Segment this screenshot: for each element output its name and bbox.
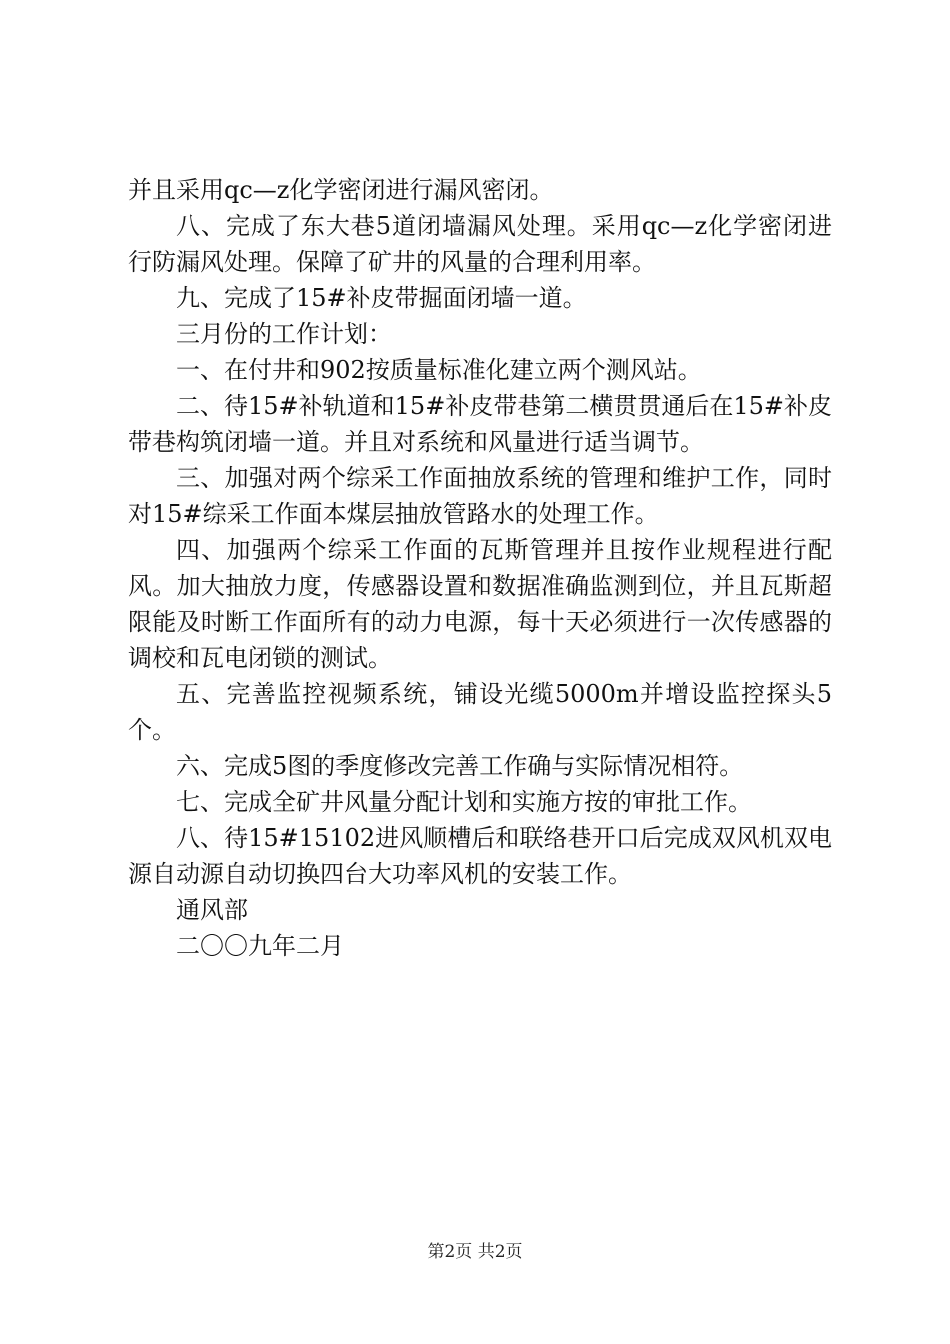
page-number-footer: 第2页 共2页: [427, 1242, 523, 1262]
paragraph: 九、完成了15#补皮带掘面闭墙一道。: [176, 284, 587, 312]
section-heading: 三月份的工作计划：: [176, 320, 392, 348]
paragraph: 八、完成了东大巷5道闭墙漏风处理。采用qc—z化学密闭进行防漏风处理。保障了矿井的风量的合理利用率。: [128, 212, 832, 276]
paragraph: 一、在付井和902按质量标准化建立两个测风站。: [176, 356, 702, 384]
paragraph: 八、待15#15102进风顺槽后和联络巷开口后完成双风机双电源自动源自动切换四台大功率风机的安装工作。: [128, 824, 832, 888]
signature-date: 二〇〇九年二月: [176, 932, 344, 960]
paragraph: 并且采用qc—z化学密闭进行漏风密闭。: [128, 176, 554, 204]
document-body: [128, 172, 832, 964]
paragraph: 二、待15#补轨道和15#补皮带巷第二横贯贯通后在15#补皮带巷构筑闭墙一道。并且对系统和风量进行适当调节。: [128, 392, 832, 456]
paragraph: 七、完成全矿井风量分配计划和实施方按的审批工作。: [176, 788, 752, 816]
paragraph: 五、完善监控视频系统，铺设光缆5000m并增设监控探头5个。: [128, 680, 832, 744]
signature-department: 通风部: [176, 896, 248, 924]
paragraph: 六、完成5图的季度修改完善工作确与实际情况相符。: [176, 752, 744, 780]
paragraph: 三、加强对两个综采工作面抽放系统的管理和维护工作，同时对15#综采工作面本煤层抽放管路水的处理工作。: [128, 464, 832, 528]
paragraph: 四、加强两个综采工作面的瓦斯管理并且按作业规程进行配风。加大抽放力度，传感器设置和数据准确监测到位，并且瓦斯超限能及时断工作面所有的动力电源，每十天必须进行一次传感器的调校和瓦电闭锁的测试。: [128, 536, 832, 672]
